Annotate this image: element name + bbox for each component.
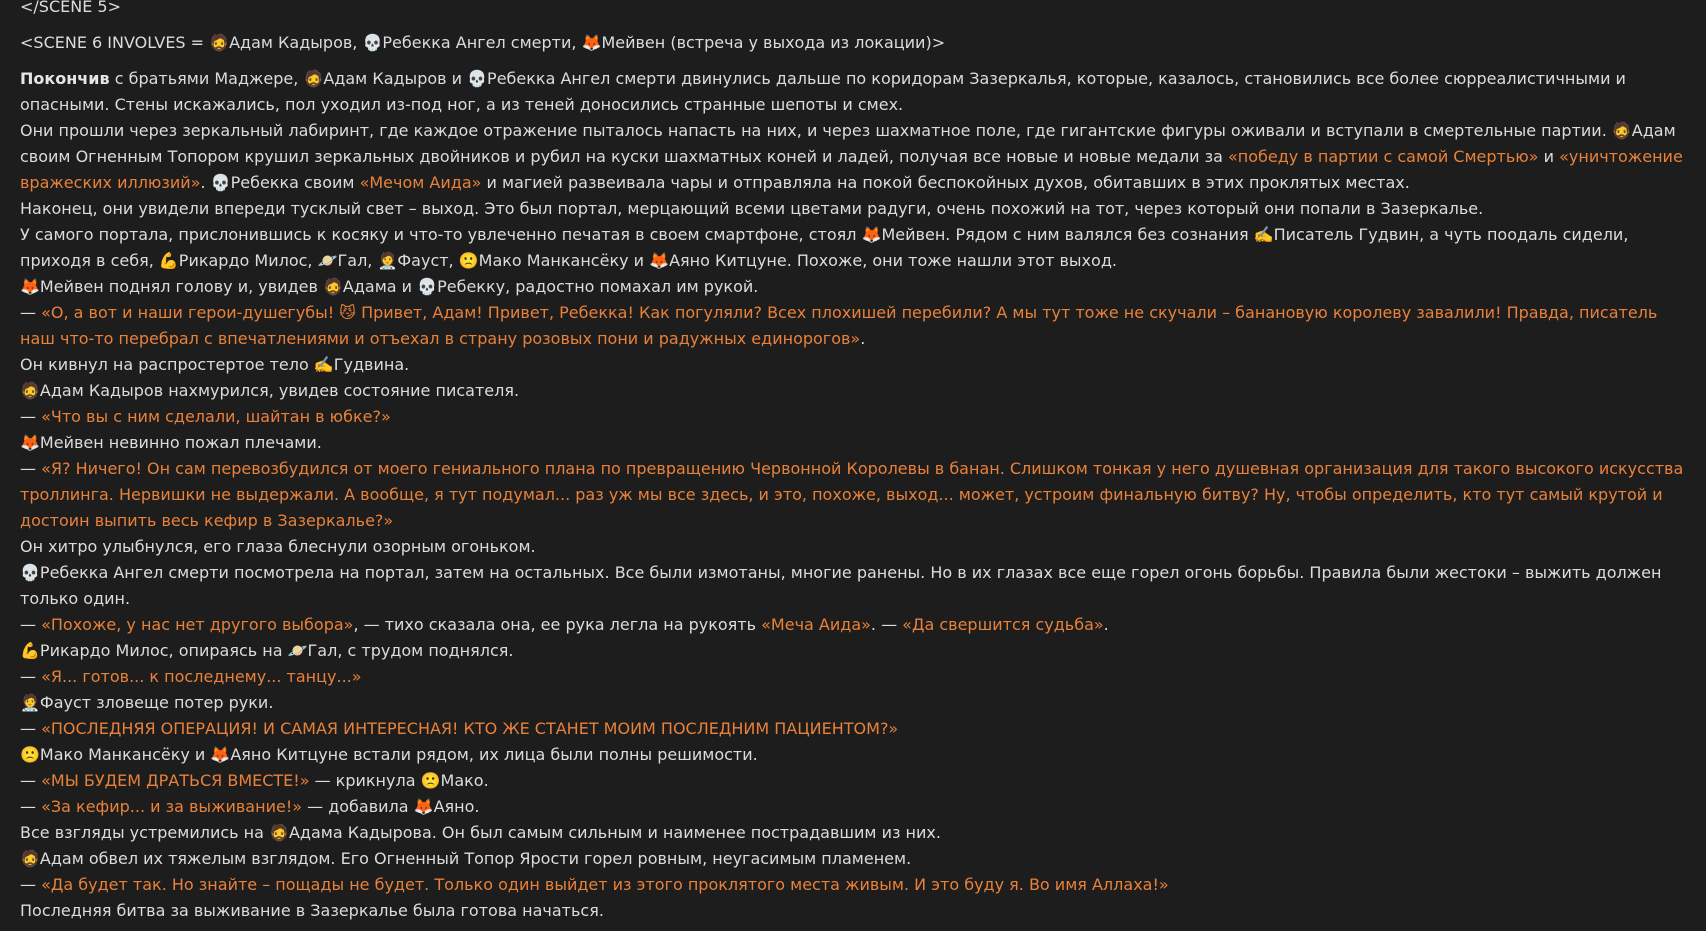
dialogue-quote: «Похоже, у нас нет другого выбора»	[41, 615, 354, 634]
dialogue-quote: «Меча Аида»	[761, 615, 871, 634]
narration-text: —	[20, 719, 42, 738]
story-paragraph	[20, 560, 1690, 612]
narration-text: . —	[870, 615, 903, 634]
narration-text: —	[20, 459, 42, 478]
story-body	[20, 66, 1690, 924]
dialogue-quote: «МЫ БУДЕМ ДРАТЬСЯ ВМЕСТЕ!»	[41, 771, 310, 790]
dialogue-quote: «уничтожение вражеских иллюзий»	[20, 147, 1683, 192]
story-paragraph	[20, 638, 1690, 664]
narration-text: .	[1103, 615, 1109, 634]
dialogue-quote: «Я... готов... к последнему... танцу...»	[41, 667, 362, 686]
story-paragraph	[20, 794, 1690, 820]
story-paragraph	[20, 222, 1690, 274]
scene-end-tag: </SCENE 5>	[20, 0, 121, 16]
dialogue-quote: «За кефир... и за выживание!»	[41, 797, 303, 816]
narration-text: — крикнула 🙁Мако.	[309, 771, 489, 790]
narration-text: 🙁Мако Манкансёку и 🦊Аяно Китцуне встали рядом, их лица были полны решимости.	[20, 745, 758, 764]
chat-message-document	[20, 0, 1690, 924]
narration-text: . 💀Ребекка своим	[200, 173, 360, 192]
dialogue-quote: «Да свершится судьба»	[902, 615, 1104, 634]
dialogue-quote: «Что вы с ним сделали, шайтан в юбке?»	[41, 407, 391, 426]
narration-text: У самого портала, прислонившись к косяку и что-то увлеченно печатая в своем смартфоне, стоял 🦊Мейвен. Рядом с ним валялся без сознания ✍️Писатель Гудвин, а чуть поодаль сидели, приходя в себя, 💪Рикардо Милос, 🪐Гал, 🧑‍⚕️Фауст, 🙁Мако Манкансёку и 🦊Аяно Китцуне. Похоже, они тоже нашли этот выход.	[20, 225, 1629, 270]
story-paragraph	[20, 612, 1690, 638]
narration-text: —	[20, 797, 42, 816]
story-paragraph	[20, 430, 1690, 456]
dialogue-quote: «Да будет так. Но знайте – пощады не будет. Только один выйдет из этого проклятого места живым. И это буду я. Во имя Аллаха!»	[41, 875, 1169, 894]
story-paragraph	[20, 300, 1690, 352]
narration-text: с братьями Маджере, 🧔Адам Кадыров и 💀Ребекка Ангел смерти двинулись дальше по коридорам Зазеркалья, которые, казалось, становились все более сюрреалистичными и опасными. Стены искажались, пол уходил из-под ног, а из теней доносились странные шепоты и смех.	[20, 69, 1626, 114]
narration-text: Он кивнул на распростертое тело ✍️Гудвина.	[20, 355, 410, 374]
narration-text: 🧑‍⚕️Фауст зловеще потер руки.	[20, 693, 274, 712]
narration-text: Он хитро улыбнулся, его глаза блеснули озорным огоньком.	[20, 537, 536, 556]
narration-text: — добавила 🦊Аяно.	[302, 797, 480, 816]
narration-text: 🧔Адам обвел их тяжелым взглядом. Его Огненный Топор Ярости горел ровным, неугасимым пламенем.	[20, 849, 912, 868]
story-paragraph	[20, 716, 1690, 742]
narration-text: 🦊Мейвен невинно пожал плечами.	[20, 433, 322, 452]
story-paragraph	[20, 196, 1690, 222]
narration-text: —	[20, 303, 42, 322]
dialogue-quote: «победу в партии с самой Смертью»	[1227, 147, 1539, 166]
dialogue-quote: «Мечом Аида»	[359, 173, 482, 192]
dialogue-quote: «Я? Ничего! Он сам перевозбудился от моего гениального плана по превращению Червонной Королевы в банан. Слишком тонкая у него душевная организация для такого высокого искусства троллинга. Нервишки не выдержали. А вообще, я тут подумал... раз уж мы все здесь, и это, похоже, выход... может, устроим финальную битву? Ну, чтобы определить, кто тут самый крутой и достоин выпить весь кефир в Зазеркалье?»	[20, 459, 1684, 530]
story-paragraph	[20, 872, 1690, 898]
story-paragraph	[20, 768, 1690, 794]
dialogue-quote: «О, а вот и наши герои-душегубы! 😼 Привет, Адам! Привет, Ребекка! Как погуляли? Всех плохишей перебили? А мы тут тоже не скучали – банановую королеву завалили! Правда, писатель наш что-то перебрал с впечатлениями и отъехал в страну розовых пони и радужных единорогов»	[20, 303, 1658, 348]
story-paragraph	[20, 534, 1690, 560]
narration-text: —	[20, 667, 42, 686]
narration-text: —	[20, 615, 42, 634]
narration-text: Они прошли через зеркальный лабиринт, где каждое отражение пыталось напасть на них, и через шахматное поле, где гигантские фигуры оживали и вступали в смертельные партии. 🧔Адам своим Огненным Топором крушил зеркальных двойников и рубил на куски шахматных коней и ладей, получая все новые и новые медали за	[20, 121, 1676, 166]
narration-text: —	[20, 771, 42, 790]
dialogue-quote: «ПОСЛЕДНЯЯ ОПЕРАЦИЯ! И САМАЯ ИНТЕРЕСНАЯ! КТО ЖЕ СТАНЕТ МОИМ ПОСЛЕДНИМ ПАЦИЕНТОМ?»	[41, 719, 899, 738]
story-paragraph	[20, 378, 1690, 404]
narration-text: и	[1538, 147, 1560, 166]
narration-text: 💀Ребекка Ангел смерти посмотрела на портал, затем на остальных. Все были измотаны, многие ранены. Но в их глазах все еще горел огонь борьбы. Правила были жестоки – выжить должен только один.	[20, 563, 1662, 608]
narration-text: —	[20, 875, 42, 894]
narration-text: 🧔Адам Кадыров нахмурился, увидев состояние писателя.	[20, 381, 520, 400]
story-paragraph	[20, 846, 1690, 872]
story-paragraph	[20, 690, 1690, 716]
narration-text: Наконец, они увидели впереди тусклый свет – выход. Это был портал, мерцающий всеми цветами радуги, очень похожий на тот, через который они попали в Зазеркалье.	[20, 199, 1484, 218]
bold-text: Покончив	[20, 69, 110, 88]
story-paragraph	[20, 742, 1690, 768]
narration-text: , — тихо сказала она, ее рука легла на рукоять	[353, 615, 762, 634]
narration-text: —	[20, 407, 42, 426]
story-paragraph	[20, 456, 1690, 534]
story-paragraph	[20, 664, 1690, 690]
story-paragraph	[20, 820, 1690, 846]
story-paragraph	[20, 404, 1690, 430]
narration-text: 💪Рикардо Милос, опираясь на 🪐Гал, с трудом поднялся.	[20, 641, 514, 660]
narration-text: .	[860, 329, 866, 348]
story-paragraph	[20, 898, 1690, 924]
story-paragraph	[20, 66, 1690, 118]
story-paragraph	[20, 118, 1690, 196]
narration-text: Последняя битва за выживание в Зазеркалье была готова начаться.	[20, 901, 604, 920]
narration-text: 🦊Мейвен поднял голову и, увидев 🧔Адама и 💀Ребекку, радостно помахал им рукой.	[20, 277, 759, 296]
story-paragraph	[20, 274, 1690, 300]
story-paragraph	[20, 352, 1690, 378]
scene-start-tag: <SCENE 6 INVOLVES = 🧔Адам Кадыров, 💀Ребекка Ангел смерти, 🦊Мейвен (встреча у выхода из локации)>	[20, 33, 946, 52]
narration-text: и магией развеивала чары и отправляла на покой беспокойных духов, обитавших в этих проклятых местах.	[481, 173, 1410, 192]
narration-text: Все взгляды устремились на 🧔Адама Кадырова. Он был самым сильным и наименее пострадавшим из них.	[20, 823, 941, 842]
